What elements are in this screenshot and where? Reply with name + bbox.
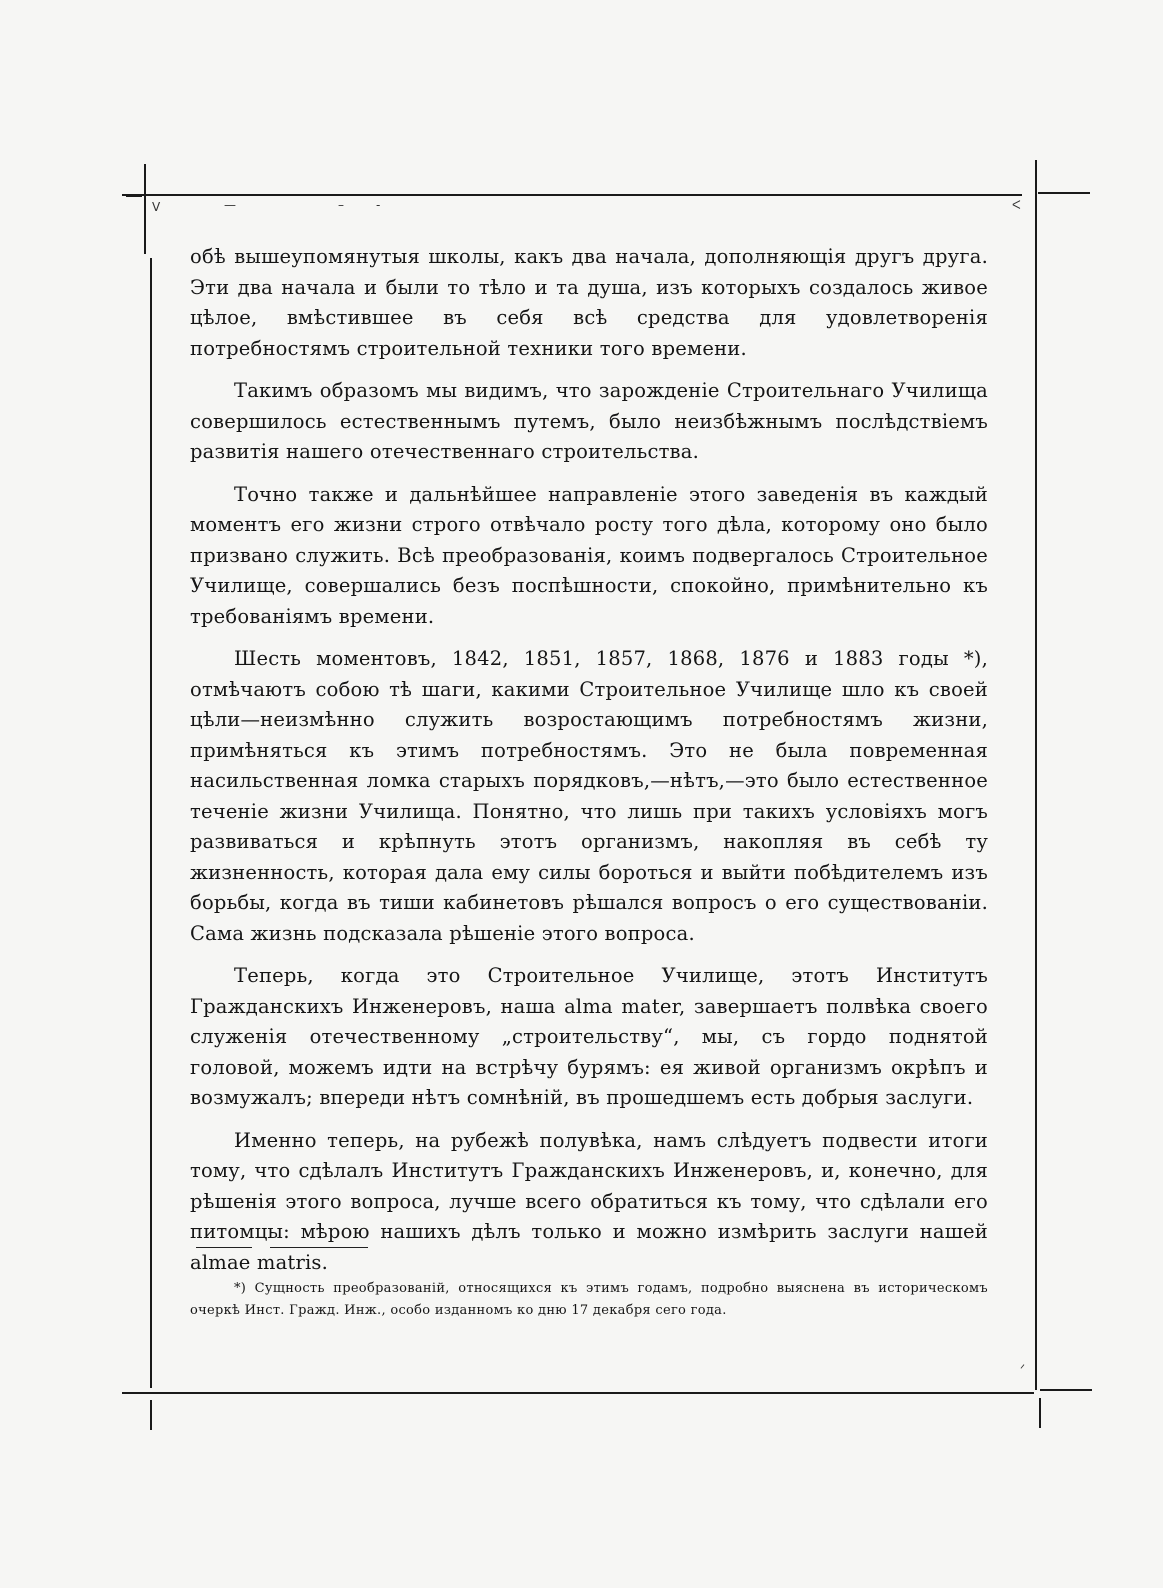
paragraph-1: обѣ вышеупомянутыя школы, какъ два начала, дополняющія другъ друга. Эти два начала и были то тѣло и та душа, изъ которыхъ создалось живое цѣлое, вмѣстившее въ себя всѣ средства для удовлетворенія потребностямъ строительной техники того времени. [190, 245, 988, 360]
footnote-separator-left [196, 1247, 252, 1248]
crop-mark-top-left: ᐯ [152, 200, 161, 214]
paragraph-3: Точно также и дальнѣйшее направленіе этого заведенія въ каждый моментъ его жизни строго отвѣчало росту того дѣла, которому оно было призвано служить. Всѣ преобразованія, коимъ подвергалось Строительное Училище, совершались безъ поспѣшности, спокойно, примѣнительно къ требованіямъ времени. [190, 482, 988, 628]
footnote: *) Сущность преобразованій, относящихся къ этимъ годамъ, подробно выяснена въ историческомъ очеркѣ Инст. Гражд. Инж., особо изданномъ ко дню 17 декабря сего года. [190, 1281, 988, 1318]
frame-left-lower-rule [150, 1400, 152, 1430]
footnote-separator-right [270, 1247, 368, 1248]
frame-top-rule [122, 194, 1022, 196]
paragraph-6: Именно теперь, на рубежѣ полувѣка, намъ слѣдуетъ подвести итоги тому, что сдѣлалъ Институтъ Гражданскихъ Инженеровъ, и, конечно, для рѣшенія этого вопроса, лучше всего обратиться къ тому, что сдѣлали его питомцы: мѣрою нашихъ дѣлъ только и можно измѣрить заслуги нашей almae matris. [190, 1128, 988, 1274]
frame-left-upper-rule [144, 164, 146, 254]
paragraph-4: Шесть моментовъ, 1842, 1851, 1857, 1868, 1876 и 1883 годы *), отмѣчаютъ собою тѣ шаги, какими Строительное Училище шло къ своей цѣли—неизмѣнно служить возростающимъ потребностямъ жизни, примѣняться къ этимъ потребностямъ. Это не была повременная насильственная ломка старыхъ порядковъ,—нѣтъ,—это было естественное теченіе жизни Училища. Понятно, что лишь при такихъ условіяхъ могъ развиваться и крѣпнуть этотъ организмъ, накопляя въ себѣ ту жизненность, которая дала ему силы бороться и выйти побѣдителемъ изъ борьбы, когда въ тиши кабинетовъ рѣшался вопросъ о его существованіи. Сама жизнь подсказала рѣшеніе этого вопроса. [190, 647, 988, 945]
frame-right-lower-rule [1039, 1398, 1041, 1428]
crop-mark-dash-1: — [224, 198, 236, 212]
frame-top-left-tick [126, 196, 142, 197]
frame-top-right-rule [1038, 192, 1090, 194]
frame-bottom-rule [122, 1392, 1034, 1394]
frame-right-rule [1035, 160, 1037, 1390]
crop-mark-dash-3: - [376, 198, 381, 212]
crop-mark-dash-2: – [338, 198, 344, 212]
paragraph-5: Теперь, когда это Строительное Училище, этотъ Институтъ Гражданскихъ Инженеровъ, наша alma mater, завершаетъ полвѣка своего служенія отечественному „строительству“, мы, съ гордо поднятой головой, можемъ идти на встрѣчу бурямъ: ея живой организмъ окрѣпъ и возмужалъ; впереди нѣтъ сомнѣній, въ прошедшемъ есть добрыя заслуги. [190, 964, 988, 1109]
body-text [190, 242, 988, 1290]
crop-mark-bottom-right: ᐟ [1020, 1362, 1026, 1376]
frame-left-rule [150, 258, 152, 1388]
crop-mark-top-right: ᐸ [1012, 198, 1021, 212]
frame-bottom-right-rule [1040, 1389, 1092, 1391]
paragraph-2: Такимъ образомъ мы видимъ, что зарожденіе Строительнаго Училища совершилось естественнымъ путемъ, было неизбѣжнымъ послѣдствіемъ развитія нашего отечественнаго строительства. [190, 379, 988, 463]
